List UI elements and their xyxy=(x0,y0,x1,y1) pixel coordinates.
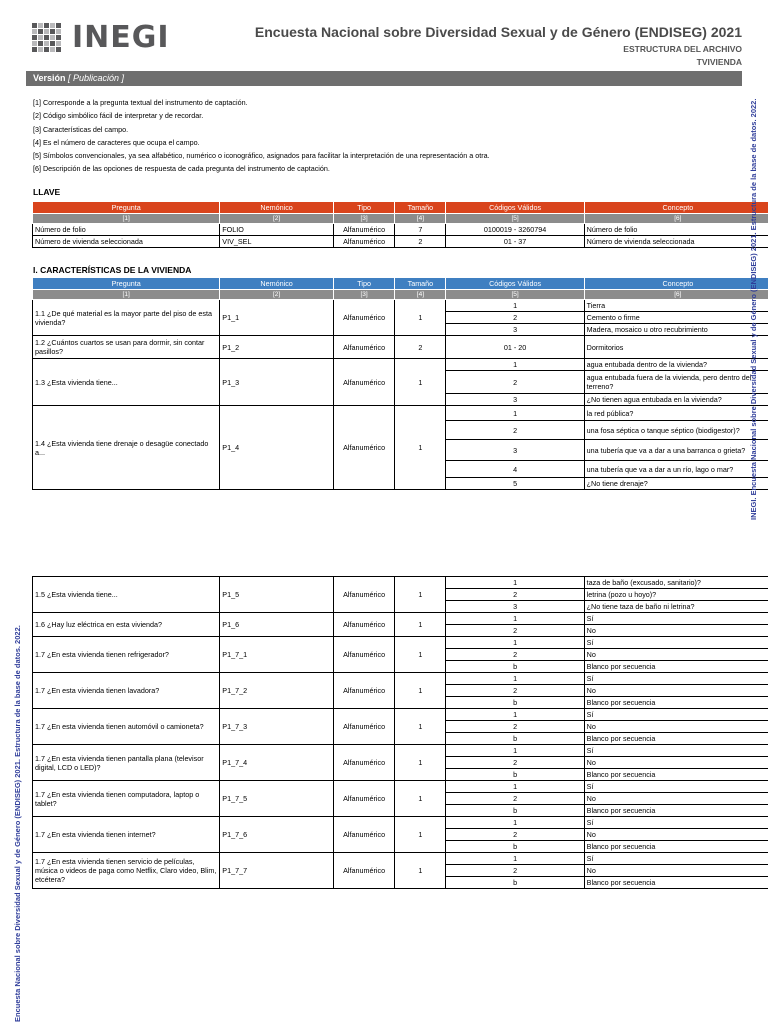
table-row xyxy=(33,336,768,359)
nemonico-cell: P1_7_6 xyxy=(220,817,334,853)
code-cell: 2 xyxy=(446,649,584,661)
tamano-cell: 1 xyxy=(395,853,446,889)
table-row xyxy=(33,236,768,248)
question-cell: 1.7 ¿En esta vivienda tienen servicio de películas, música o videos de paga como Netflix, Claro video, Blim, etcétera? xyxy=(33,853,220,889)
code-cell: 1 xyxy=(446,613,584,625)
concept-cell: Número de folio xyxy=(584,224,768,236)
question-cell: 1.7 ¿En esta vivienda tienen lavadora? xyxy=(33,673,220,709)
tipo-cell: Alfanumérico xyxy=(333,300,394,336)
concept-cell: No xyxy=(584,793,768,805)
table-row xyxy=(33,709,768,721)
code-cell: 2 xyxy=(446,685,584,697)
question-cell: 1.2 ¿Cuántos cuartos se usan para dormir, sin contar pasillos? xyxy=(33,336,220,359)
concept-cell: letrina (pozo u hoyo)? xyxy=(584,589,768,601)
code-cell: 2 xyxy=(446,721,584,733)
concept-cell: Blanco por secuencia xyxy=(584,733,768,745)
question-cell: 1.7 ¿En esta vivienda tienen pantalla plana (televisor digital, LCD o LED)? xyxy=(33,745,220,781)
code-cell: 1 xyxy=(446,781,584,793)
version-bar xyxy=(26,71,742,86)
tamano-cell: 1 xyxy=(395,359,446,406)
tamano-cell: 1 xyxy=(395,673,446,709)
note-item: [3] Características del campo. xyxy=(33,124,129,134)
tamano-cell: 1 xyxy=(395,406,446,490)
side-caption-left: Encuesta Nacional sobre Diversidad Sexual y de Género (ENDISEG) 2021. Estructura de la base de datos. 2022. xyxy=(13,625,22,1022)
concept-cell: Cemento o firme xyxy=(584,312,768,324)
tipo-cell: Alfanumérico xyxy=(333,817,394,853)
question-cell: 1.7 ¿En esta vivienda tienen automóvil o camioneta? xyxy=(33,709,220,745)
code-cell: 2 xyxy=(446,625,584,637)
concept-cell: Sí xyxy=(584,781,768,793)
column-ref: [6] xyxy=(584,290,768,300)
code-cell: 2 xyxy=(446,371,584,394)
concept-cell: Sí xyxy=(584,853,768,865)
concept-cell: Sí xyxy=(584,817,768,829)
version-value: [ Publicación ] xyxy=(68,73,125,83)
code-cell: 2 xyxy=(446,312,584,324)
code-cell: 0100019 - 3260794 xyxy=(446,224,584,236)
nemonico-cell: P1_7_4 xyxy=(220,745,334,781)
question-cell: Número de folio xyxy=(33,224,220,236)
code-cell: 1 xyxy=(446,637,584,649)
tamano-cell: 1 xyxy=(395,817,446,853)
code-cell: 1 xyxy=(446,817,584,829)
table-row xyxy=(33,817,768,829)
code-cell: 1 xyxy=(446,745,584,757)
concept-cell: Número de vivienda seleccionada xyxy=(584,236,768,248)
question-cell: 1.6 ¿Hay luz eléctrica en esta vivienda? xyxy=(33,613,220,637)
column-header: Códigos Válidos xyxy=(446,278,584,290)
code-cell: 5 xyxy=(446,478,584,490)
llave-title: LLAVE xyxy=(33,187,61,197)
code-cell: 2 xyxy=(446,757,584,769)
table-row xyxy=(33,300,768,312)
section1-table xyxy=(32,277,768,490)
concept-cell: ¿No tiene taza de baño ni letrina? xyxy=(584,601,768,613)
column-ref: [2] xyxy=(220,290,334,300)
question-cell: 1.4 ¿Esta vivienda tiene drenaje o desagüe conectado a... xyxy=(33,406,220,490)
code-cell: 1 xyxy=(446,709,584,721)
note-item: [2] Código simbólico fácil de interpretar y de recordar. xyxy=(33,111,204,121)
code-cell: 3 xyxy=(446,394,584,406)
column-ref: [4] xyxy=(395,290,446,300)
nemonico-cell: P1_7_1 xyxy=(220,637,334,673)
concept-cell: Blanco por secuencia xyxy=(584,841,768,853)
concept-cell: No xyxy=(584,865,768,877)
header-row xyxy=(33,202,768,214)
table-row xyxy=(33,673,768,685)
concept-cell: Sí xyxy=(584,745,768,757)
concept-cell: agua entubada fuera de la vivienda, pero dentro del terreno? xyxy=(584,371,768,394)
concept-cell: No xyxy=(584,829,768,841)
question-cell: 1.7 ¿En esta vivienda tienen internet? xyxy=(33,817,220,853)
concept-cell: No xyxy=(584,685,768,697)
column-header: Tipo xyxy=(333,202,394,214)
code-cell: 4 xyxy=(446,461,584,478)
column-ref: [5] xyxy=(446,214,584,224)
concept-cell: agua entubada dentro de la vivienda? xyxy=(584,359,768,371)
concept-cell: Blanco por secuencia xyxy=(584,877,768,889)
tipo-cell: Alfanumérico xyxy=(333,359,394,406)
column-header: Tamaño xyxy=(395,278,446,290)
column-ref: [3] xyxy=(333,214,394,224)
column-ref-row xyxy=(33,290,768,300)
question-cell: Número de vivienda seleccionada xyxy=(33,236,220,248)
code-cell: b xyxy=(446,697,584,709)
table-row xyxy=(33,745,768,757)
logo-mark-icon xyxy=(32,23,66,52)
table-row xyxy=(33,406,768,421)
code-cell: 2 xyxy=(446,865,584,877)
code-cell: 01 - 37 xyxy=(446,236,584,248)
section1-title: I. CARACTERÍSTICAS DE LA VIVIENDA xyxy=(33,265,192,275)
concept-cell: una tubería que va a dar a una barranca o grieta? xyxy=(584,440,768,461)
concept-cell: Blanco por secuencia xyxy=(584,661,768,673)
tamano-cell: 1 xyxy=(395,709,446,745)
code-cell: b xyxy=(446,841,584,853)
column-header: Concepto xyxy=(584,278,768,290)
nemonico-cell: P1_7_7 xyxy=(220,853,334,889)
column-ref-row xyxy=(33,214,768,224)
concept-cell: Blanco por secuencia xyxy=(584,805,768,817)
question-cell: 1.3 ¿Esta vivienda tiene... xyxy=(33,359,220,406)
tamano-cell: 7 xyxy=(395,224,446,236)
table-row xyxy=(33,853,768,865)
document-title: Encuesta Nacional sobre Diversidad Sexual y de Género (ENDISEG) 2021 xyxy=(254,24,742,40)
concept-cell: una tubería que va a dar a un río, lago o mar? xyxy=(584,461,768,478)
concept-cell: No xyxy=(584,625,768,637)
tamano-cell: 2 xyxy=(395,236,446,248)
code-cell: 1 xyxy=(446,853,584,865)
code-cell: 1 xyxy=(446,673,584,685)
nemonico-cell: FOLIO xyxy=(220,224,334,236)
tipo-cell: Alfanumérico xyxy=(333,613,394,637)
question-cell: 1.1 ¿De qué material es la mayor parte del piso de esta vivienda? xyxy=(33,300,220,336)
llave-table xyxy=(32,201,768,248)
tamano-cell: 1 xyxy=(395,781,446,817)
inegi-logo xyxy=(32,20,170,54)
document-subtitle: ESTRUCTURA DEL ARCHIVO xyxy=(623,44,742,54)
nemonico-cell: P1_7_3 xyxy=(220,709,334,745)
column-header: Pregunta xyxy=(33,202,220,214)
column-header: Pregunta xyxy=(33,278,220,290)
code-cell: 3 xyxy=(446,440,584,461)
nemonico-cell: VIV_SEL xyxy=(220,236,334,248)
concept-cell: Sí xyxy=(584,637,768,649)
code-cell: 2 xyxy=(446,589,584,601)
code-cell: 1 xyxy=(446,577,584,589)
column-header: Tipo xyxy=(333,278,394,290)
code-cell: 3 xyxy=(446,601,584,613)
tipo-cell: Alfanumérico xyxy=(333,406,394,490)
concept-cell: ¿No tienen agua entubada en la vivienda? xyxy=(584,394,768,406)
column-header: Nemónico xyxy=(220,278,334,290)
tipo-cell: Alfanumérico xyxy=(333,781,394,817)
concept-cell: Tierra xyxy=(584,300,768,312)
tipo-cell: Alfanumérico xyxy=(333,336,394,359)
code-cell: b xyxy=(446,661,584,673)
tamano-cell: 1 xyxy=(395,613,446,637)
concept-cell: No xyxy=(584,649,768,661)
question-cell: 1.7 ¿En esta vivienda tienen computadora, laptop o tablet? xyxy=(33,781,220,817)
table-row xyxy=(33,781,768,793)
section2-table xyxy=(32,576,768,889)
version-label: Versión xyxy=(33,73,66,83)
column-header: Tamaño xyxy=(395,202,446,214)
concept-cell: una fosa séptica o tanque séptico (biodigestor)? xyxy=(584,421,768,440)
column-ref: [2] xyxy=(220,214,334,224)
question-cell: 1.5 ¿Esta vivienda tiene... xyxy=(33,577,220,613)
header-row xyxy=(33,278,768,290)
column-ref: [1] xyxy=(33,290,220,300)
tamano-cell: 1 xyxy=(395,637,446,673)
code-cell: 1 xyxy=(446,359,584,371)
column-header: Códigos Válidos xyxy=(446,202,584,214)
tipo-cell: Alfanumérico xyxy=(333,709,394,745)
code-cell: 01 - 20 xyxy=(446,336,584,359)
column-ref: [4] xyxy=(395,214,446,224)
question-cell: 1.7 ¿En esta vivienda tienen refrigerador? xyxy=(33,637,220,673)
table-row xyxy=(33,224,768,236)
code-cell: 2 xyxy=(446,793,584,805)
nemonico-cell: P1_6 xyxy=(220,613,334,637)
concept-cell: Blanco por secuencia xyxy=(584,769,768,781)
nemonico-cell: P1_7_5 xyxy=(220,781,334,817)
concept-cell: la red pública? xyxy=(584,406,768,421)
side-caption-right: INEGI. Encuesta Nacional sobre Diversidad Sexual y de Género (ENDISEG) 2021. Estructura de la base de datos. 2022. xyxy=(749,98,758,520)
tamano-cell: 1 xyxy=(395,745,446,781)
tipo-cell: Alfanumérico xyxy=(333,745,394,781)
column-ref: [1] xyxy=(33,214,220,224)
table-row xyxy=(33,359,768,371)
code-cell: 3 xyxy=(446,324,584,336)
file-name: TVIVIENDA xyxy=(696,57,742,67)
nemonico-cell: P1_3 xyxy=(220,359,334,406)
column-ref: [5] xyxy=(446,290,584,300)
code-cell: 2 xyxy=(446,421,584,440)
table-row xyxy=(33,577,768,589)
code-cell: b xyxy=(446,877,584,889)
tamano-cell: 1 xyxy=(395,577,446,613)
concept-cell: Sí xyxy=(584,613,768,625)
tipo-cell: Alfanumérico xyxy=(333,236,394,248)
column-header: Concepto xyxy=(584,202,768,214)
notes-list xyxy=(33,96,490,176)
nemonico-cell: P1_5 xyxy=(220,577,334,613)
tipo-cell: Alfanumérico xyxy=(333,637,394,673)
tamano-cell: 1 xyxy=(395,300,446,336)
note-item: [5] Símbolos convencionales, ya sea alfabético, numérico o iconográfico, asignados para facilitar la interpretación de una representación a otra. xyxy=(33,151,490,161)
concept-cell: Blanco por secuencia xyxy=(584,697,768,709)
nemonico-cell: P1_2 xyxy=(220,336,334,359)
table-row xyxy=(33,613,768,625)
concept-cell: Sí xyxy=(584,673,768,685)
logo-text: INEGI xyxy=(72,19,170,55)
tipo-cell: Alfanumérico xyxy=(333,224,394,236)
note-item: [1] Corresponde a la pregunta textual del instrumento de captación. xyxy=(33,98,248,107)
note-item: [6] Descripción de las opciones de respuesta de cada pregunta del instrumento de captación. xyxy=(33,164,330,174)
tipo-cell: Alfanumérico xyxy=(333,673,394,709)
code-cell: b xyxy=(446,769,584,781)
tipo-cell: Alfanumérico xyxy=(333,853,394,889)
tipo-cell: Alfanumérico xyxy=(333,577,394,613)
concept-cell: No xyxy=(584,757,768,769)
concept-cell: Madera, mosaico u otro recubrimiento xyxy=(584,324,768,336)
column-ref: [3] xyxy=(333,290,394,300)
concept-cell: No xyxy=(584,721,768,733)
concept-cell: ¿No tiene drenaje? xyxy=(584,478,768,490)
column-header: Nemónico xyxy=(220,202,334,214)
column-ref: [6] xyxy=(584,214,768,224)
note-item: [4] Es el número de caracteres que ocupa el campo. xyxy=(33,137,200,147)
code-cell: 1 xyxy=(446,406,584,421)
tamano-cell: 2 xyxy=(395,336,446,359)
nemonico-cell: P1_7_2 xyxy=(220,673,334,709)
code-cell: b xyxy=(446,805,584,817)
nemonico-cell: P1_4 xyxy=(220,406,334,490)
concept-cell: taza de baño (excusado, sanitario)? xyxy=(584,577,768,589)
nemonico-cell: P1_1 xyxy=(220,300,334,336)
code-cell: b xyxy=(446,733,584,745)
code-cell: 2 xyxy=(446,829,584,841)
concept-cell: Dormitorios xyxy=(584,336,768,359)
code-cell: 1 xyxy=(446,300,584,312)
concept-cell: Sí xyxy=(584,709,768,721)
table-row xyxy=(33,637,768,649)
